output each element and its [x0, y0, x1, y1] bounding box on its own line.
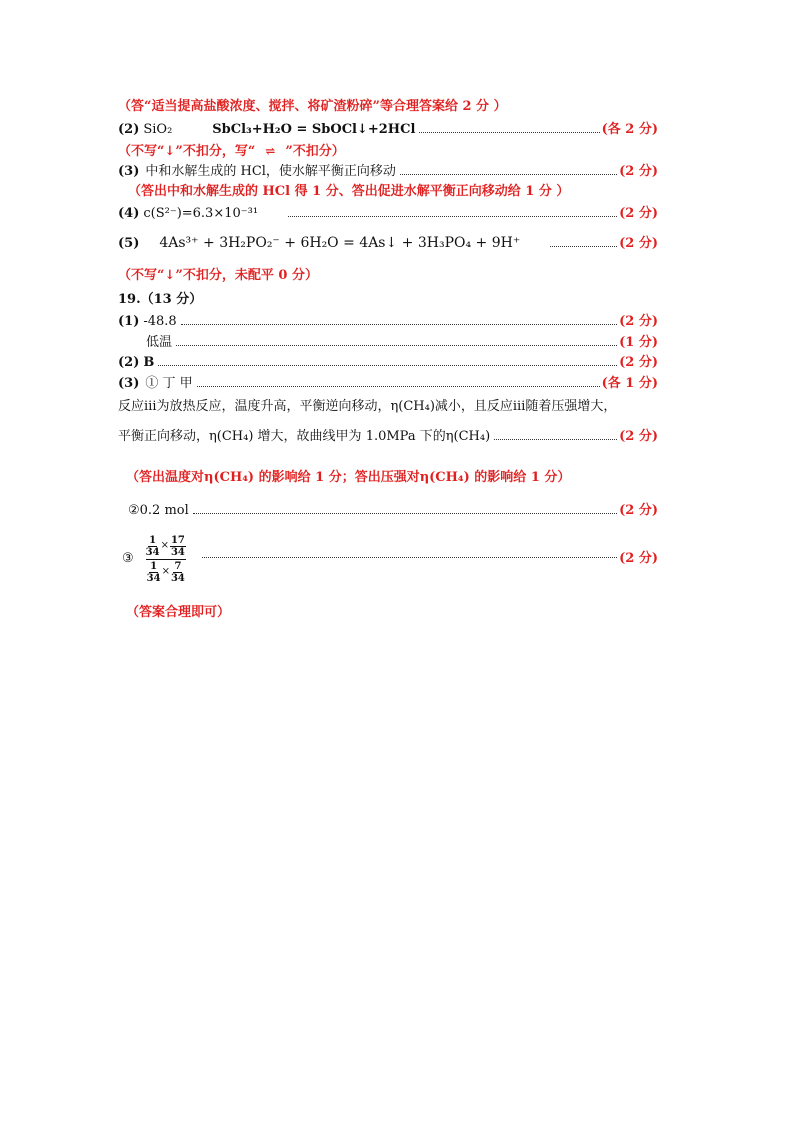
q2-line: (2) SiO₂ SbCl₃+H₂O = SbOCl↓+2HCl (各 2 分)	[118, 122, 658, 137]
fraction-numerator: $\frac{1}{34}$ × $\frac{17}{34}$	[145, 534, 185, 558]
q19-title: 19.（13 分）	[118, 292, 203, 307]
q19-3-3-line: ③ $\frac{1}{34}$ × $\frac{17}{34}$ $\frac{1}{34}$ × $\frac{7}{34}$ (2 分)	[122, 534, 658, 584]
q19-3-2-line: ②0.2 mol (2 分)	[128, 503, 658, 518]
q19-1b-line: 低温 (1 分)	[146, 335, 658, 350]
q4-line: (4) c(S²⁻)=6.3×10⁻³¹ (2 分)	[118, 206, 658, 221]
q3-line: (3) 中和水解生成的 HCl，使水解平衡正向移动 (2 分)	[118, 164, 658, 179]
q19-1a-line: (1) -48.8 (2 分)	[118, 314, 658, 329]
note-3: （答出中和水解生成的 HCl 得 1 分、答出促进水解平衡正向移动给 1 分 ）	[128, 184, 570, 199]
dot-leader	[419, 131, 599, 133]
q5-line: (5) 4As³⁺ + 3H₂PO₂⁻ + 6H₂O = 4As↓ + 3H₃PO₄ + 9H⁺ (2 分)	[118, 235, 658, 251]
note-top: （答“适当提高盐酸浓度、搅拌、将矿渣粉碎”等合理答案给 2 分 ）	[118, 99, 507, 114]
note-2: （不写“↓”不扣分，写“ ⇌ ”不扣分）	[118, 144, 345, 159]
q19-3-expl-2: 平衡正向移动，η(CH₄) 增大，故曲线甲为 1.0MPa 下的η(CH₄) (2 分)	[118, 429, 658, 444]
dot-leader	[193, 512, 617, 514]
dot-leader	[176, 344, 617, 346]
q19-2-line: (2) B (2 分)	[118, 355, 658, 370]
dot-leader	[400, 173, 617, 175]
fraction-denominator: $\frac{1}{34}$ × $\frac{7}{34}$	[146, 560, 185, 584]
dot-leader	[202, 556, 617, 558]
dot-leader	[288, 215, 617, 217]
q19-3-expl-1: 反应ⅲ为放热反应，温度升高，平衡逆向移动，η(CH₄)减小，且反应ⅲ随着压强增大，	[118, 399, 617, 414]
equilibrium-arrow-icon: ⇌	[265, 144, 276, 158]
q19-3-line: (3) ① 丁 甲 (各 1 分)	[118, 376, 658, 391]
dot-leader	[181, 323, 617, 325]
note-19-3: （答出温度对η(CH₄) 的影响给 1 分；答出压强对η(CH₄) 的影响给 1 分）	[126, 470, 571, 485]
dot-leader	[550, 245, 617, 247]
note-5: （不写“↓”不扣分，未配平 0 分）	[118, 268, 318, 283]
compound-fraction	[146, 535, 186, 584]
dot-leader	[197, 385, 600, 387]
dot-leader	[494, 438, 617, 440]
dot-leader	[158, 364, 617, 366]
note-end: （答案合理即可）	[126, 605, 231, 620]
